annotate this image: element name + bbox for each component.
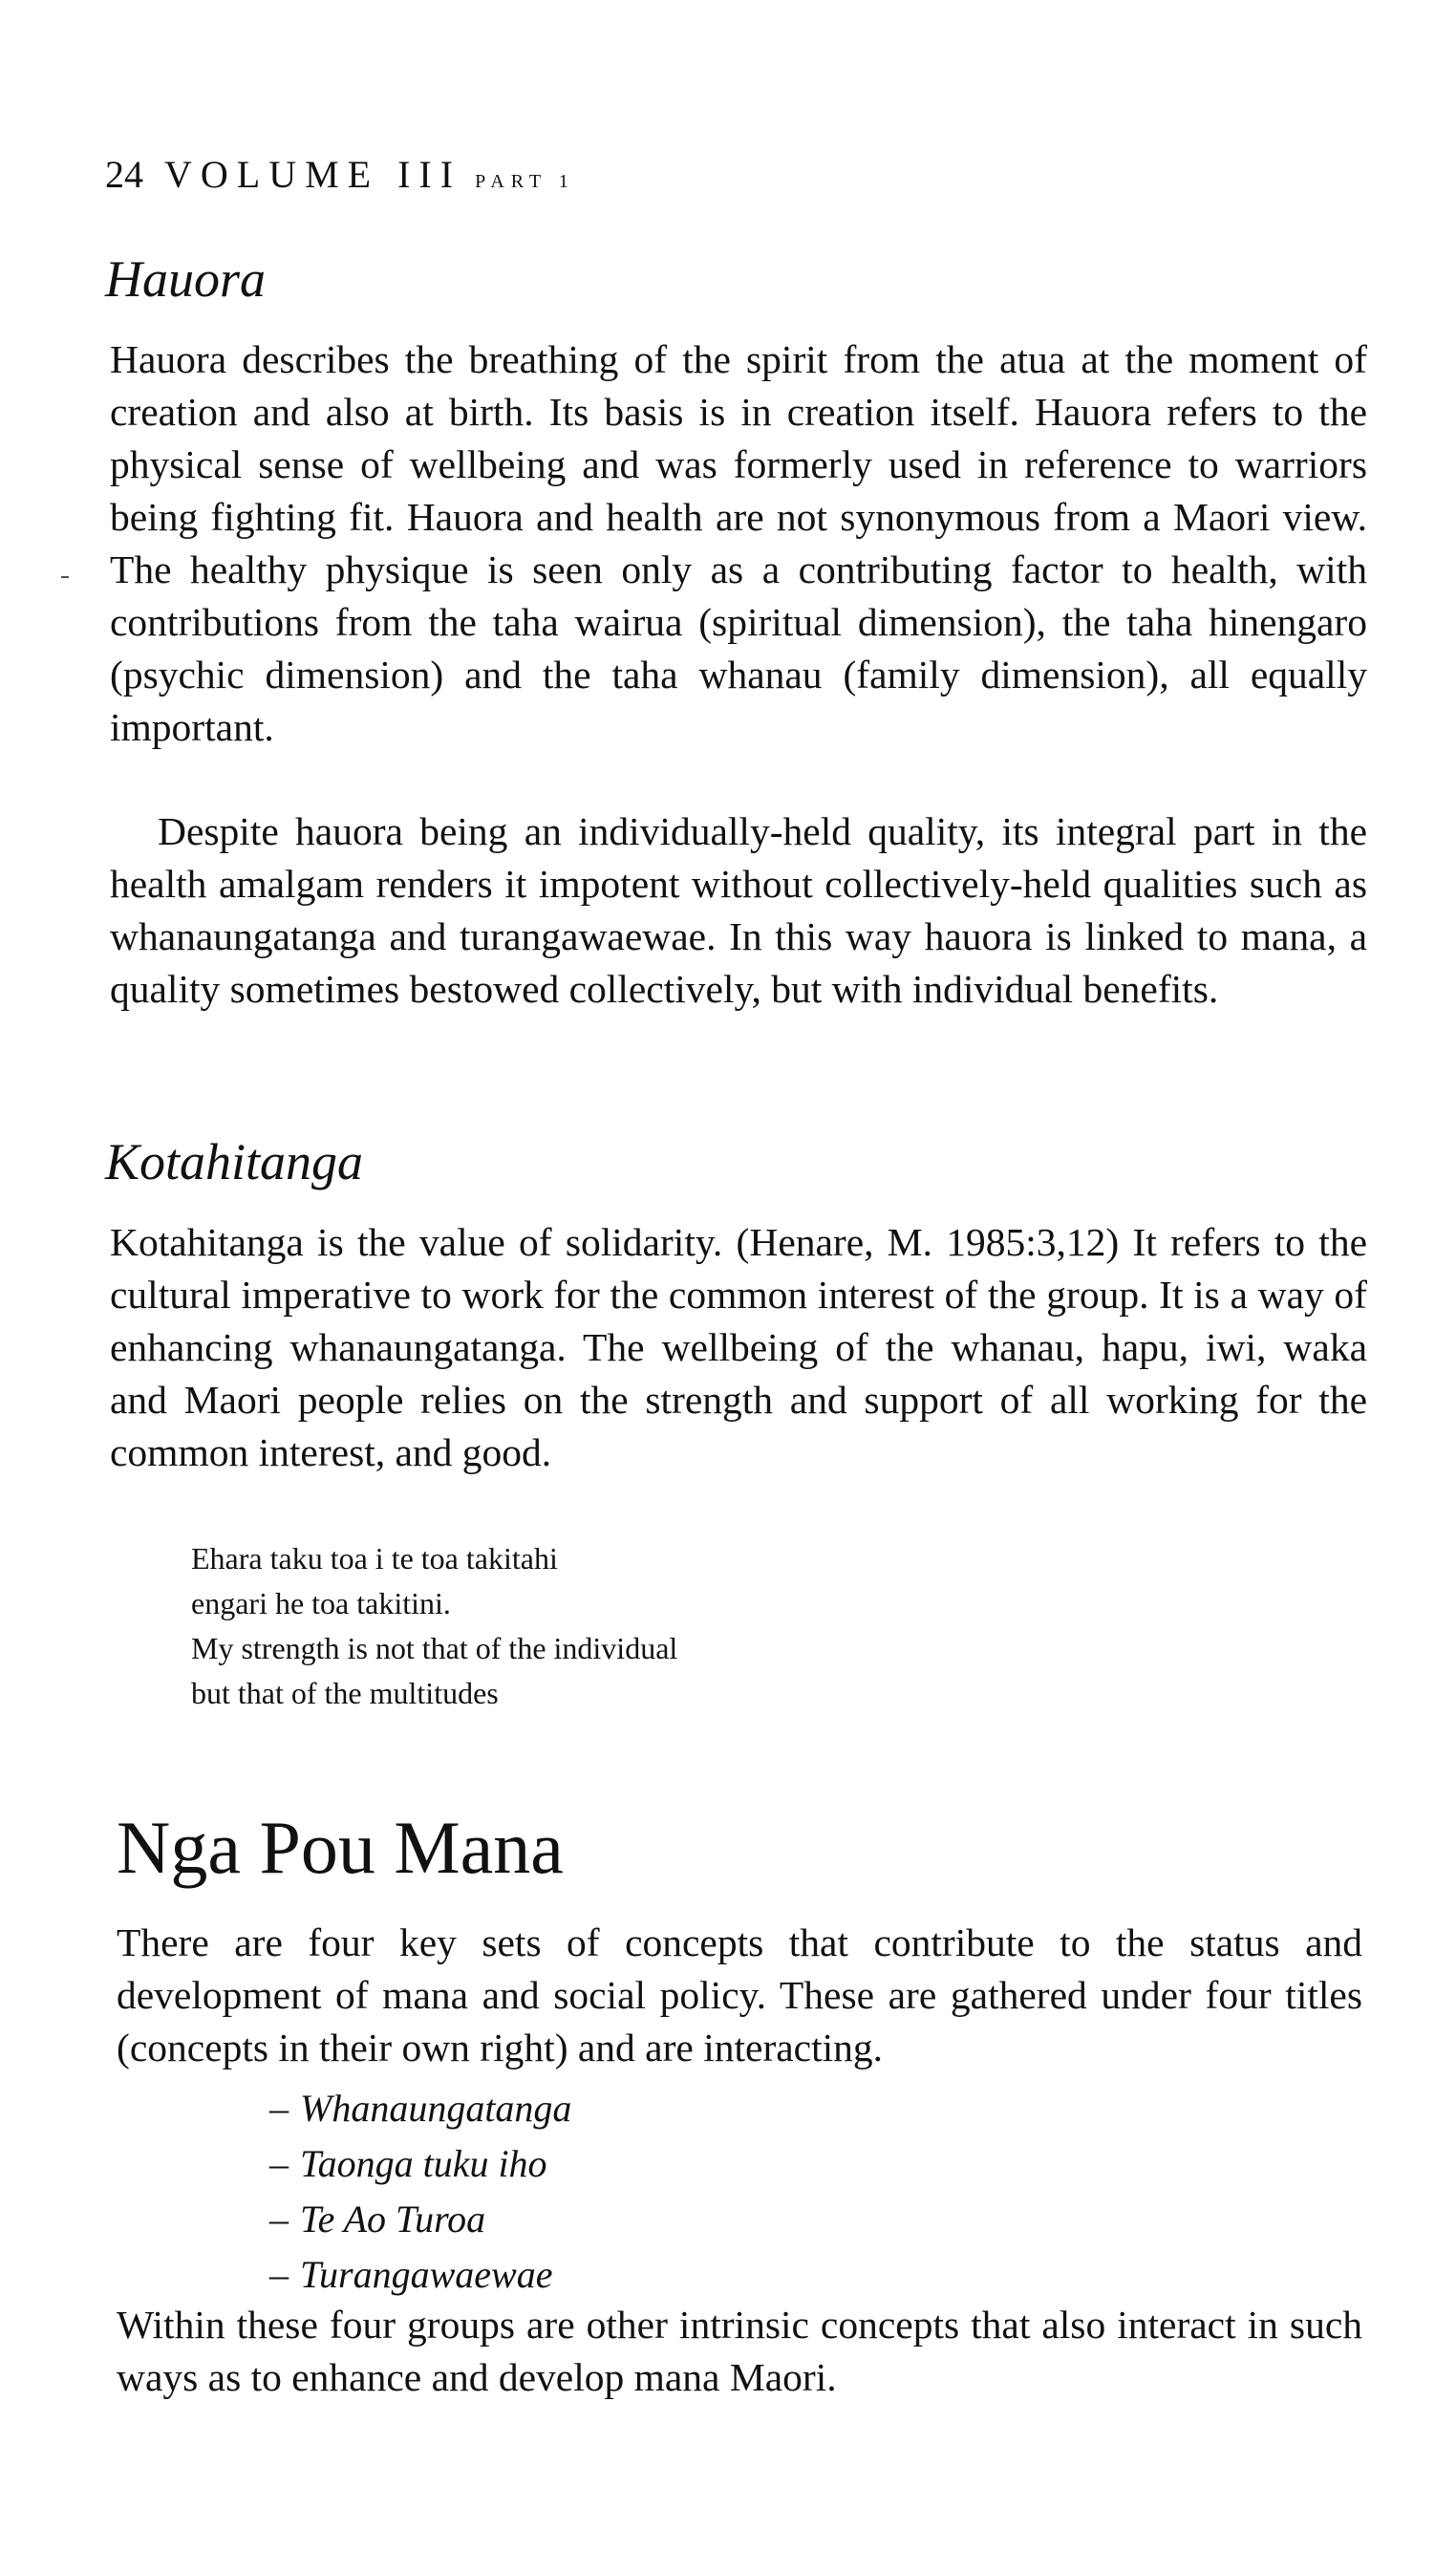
page-number: 24 [105, 153, 143, 196]
nga-pou-mana-heading: Nga Pou Mana [117, 1806, 564, 1889]
hauora-paragraph-2: Despite hauora being an individually-held quality, its integral part in the health amalgam renders it impotent without collectively-held qualities such as whanaungatanga and turangawaewae. In this way hauora is linked to mana, a quality sometimes bestowed collectively, but with individual benefits. [110, 809, 1367, 1011]
list-term: Te Ao Turoa [300, 2198, 486, 2241]
hauora-paragraph-1: Hauora describes the breathing of the spirit from the atua at the moment of creation and also at birth. Its basis is in creation itself. Hauora refers to the physical sense of wellbeing and was formerly used in reference to warriors being fighting fit. Hauora and health are not synonymous from a Maori view. The healthy physique is seen only as a contributing factor to health, with contributions from the taha wairua (spiritual dimension), the taha hinengaro (psychic dimension) and the taha whanau (family dimension), all equally important. [110, 337, 1367, 749]
list-dash: – [269, 2198, 289, 2241]
quote-line: My strength is not that of the individual [191, 1631, 678, 1665]
running-header [105, 151, 575, 205]
proverb-quote [191, 1536, 677, 1716]
nga-pou-mana-intro: There are four key sets of concepts that contribute to the status and development of mana and social policy. These are gathered under four titles (concepts in their own right) and are interacting. [117, 1920, 1362, 2069]
volume-label: VOLUME III [164, 153, 462, 196]
part-label: PART 1 [475, 171, 575, 192]
list-dash: – [269, 2253, 289, 2296]
list-term: Taonga tuku iho [300, 2142, 547, 2185]
hauora-heading: Hauora [105, 250, 267, 308]
list-item [269, 2247, 571, 2303]
list-dash: – [269, 2087, 289, 2130]
quote-line: Ehara taku toa i te toa takitahi [191, 1541, 558, 1576]
list-item [269, 2081, 571, 2136]
concepts-list [269, 2081, 571, 2303]
list-term: Whanaungatanga [300, 2087, 572, 2130]
quote-line: but that of the multitudes [191, 1676, 499, 1710]
kotahitanga-paragraph: Kotahitanga is the value of solidarity. (Henare, M. 1985:3,12) It refers to the cultural imperative to work for the common interest of the group. It is a way of enhancing whanaungatanga. The wellbeing of the whanau, hapu, iwi, waka and Maori people relies on the strength and support of all working for the common interest, and good. [110, 1220, 1367, 1474]
list-item [269, 2192, 571, 2247]
quote-line: engari he toa takitini. [191, 1586, 451, 1620]
kotahitanga-heading: Kotahitanga [105, 1133, 364, 1190]
margin-mark [61, 576, 69, 578]
list-item [269, 2136, 571, 2192]
nga-pou-mana-closing: Within these four groups are other intrinsic concepts that also interact in such ways as to enhance and develop mana Maori. [117, 2303, 1362, 2399]
list-term: Turangawaewae [300, 2253, 553, 2296]
list-dash: – [269, 2142, 289, 2185]
